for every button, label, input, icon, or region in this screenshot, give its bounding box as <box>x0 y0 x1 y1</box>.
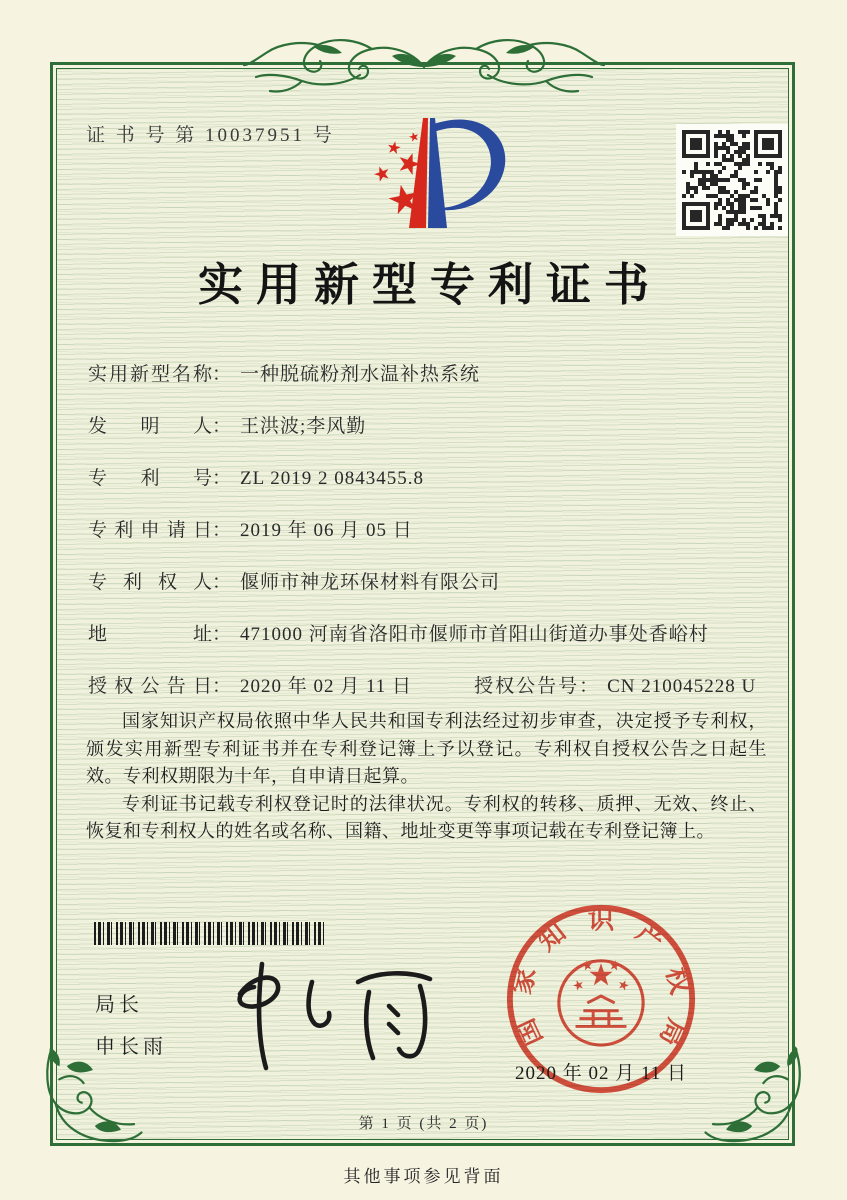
legal-paragraph-1: 国家知识产权局依照中华人民共和国专利法经过初步审查，决定授予专利权，颁发实用新型专利证书并在专利登记簿上予以登记。专利权自授权公告之日起生效。专利权期限为十年，自申请日起算。 <box>86 711 767 786</box>
svg-text:局: 局 <box>653 1014 693 1051</box>
field-grant-date-and-number: 授权公告日： 2020 年 02 月 11 日 授权公告号： CN 210045228 U <box>88 676 757 697</box>
field-filing-date: 专利申请日： 2019 年 06 月 05 日 <box>88 520 413 541</box>
qr-code-box <box>676 124 788 236</box>
page-number: 第 1 页 (共 2 页) <box>358 1116 489 1132</box>
field-inventors: 发明人： 王洪波;李风勤 <box>88 416 367 437</box>
barcode <box>94 922 324 945</box>
legal-text <box>86 708 767 846</box>
field-grant-publication-number: 授权公告号： CN 210045228 U <box>474 676 757 697</box>
field-utility-model-name: 实用新型名称： 一种脱硫粉剂水温补热系统 <box>88 364 481 385</box>
certificate-number: 证 书 号 第 10037951 号 <box>86 125 335 146</box>
top-flourish-ornament <box>209 33 639 97</box>
director-title: 局长 <box>95 994 143 1016</box>
certificate-title: 实用新型专利证书 <box>197 260 662 310</box>
certificate-fields <box>88 364 777 728</box>
svg-text:国: 国 <box>509 1014 549 1051</box>
svg-text:知: 知 <box>532 916 572 957</box>
corner-ornament-right <box>703 1042 807 1154</box>
seal-date: 2020 年 02 月 11 日 <box>514 1063 688 1084</box>
svg-text:权: 权 <box>660 964 696 997</box>
field-patent-number: 专利号： ZL 2019 2 0843455.8 <box>88 468 425 489</box>
field-patentee: 专利权人： 偃师市神龙环保材料有限公司 <box>88 572 501 593</box>
back-side-note: 其他事项参见背面 <box>343 1167 504 1186</box>
qr-code <box>682 130 782 230</box>
national-emblem-icon <box>559 959 643 1045</box>
svg-text:家: 家 <box>506 964 542 997</box>
director-signature-icon <box>212 956 452 1074</box>
cnipa-logo-icon <box>352 108 520 238</box>
svg-text:产: 产 <box>630 916 670 957</box>
field-address: 地址： 471000 河南省洛阳市偃师市首阳山街道办事处香峪村 <box>88 624 709 645</box>
legal-paragraph-2: 专利证书记载专利权登记时的法律状况。专利权的转移、质押、无效、终止、恢复和专利权人的姓名或名称、国籍、地址变更等事项记载在专利登记簿上。 <box>86 793 767 841</box>
svg-text:识: 识 <box>587 904 615 935</box>
director-name: 申长雨 <box>95 1036 167 1058</box>
